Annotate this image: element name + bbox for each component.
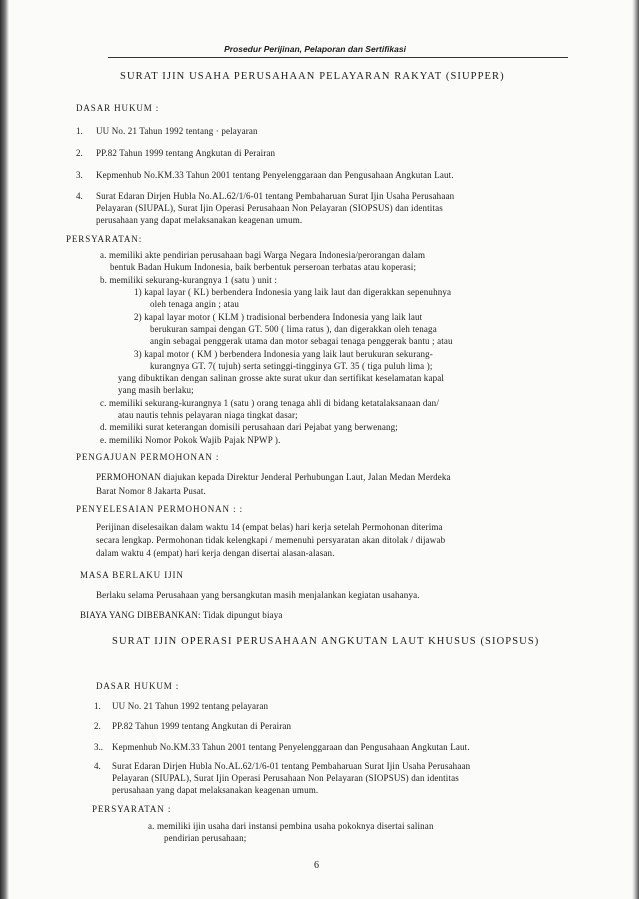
scan-edge-left xyxy=(0,0,9,899)
siupper-req-b3-line1: 3) kapal motor ( KM ) berbendera Indonesia yang laik laut berukuran sekurang- xyxy=(134,349,433,359)
siupper-masa-line1: Berlaku selama Perusahaan yang bersangkutan masih menjalankan kegiatan usahanya. xyxy=(96,590,420,600)
siupper-dh3: Kepmenhub No.KM.33 Tahun 2001 tentang Penyelenggaraan dan Pengusahaan Angkutan Laut. xyxy=(96,170,454,180)
siupper-biaya: BIAYA YANG DIBEBANKAN: Tidak dipungut biaya xyxy=(80,610,283,620)
siopsus-dh1-number: 1. xyxy=(94,701,101,711)
siupper-req-b1-line2: oleh tenaga angin ; atau xyxy=(150,299,240,309)
scan-edge-right xyxy=(632,0,639,899)
siupper-dh2-number: 2. xyxy=(76,148,83,158)
siupper-penyelesaian-line3: dalam waktu 4 (empat) hari kerja dengan disertai alasan-alasan. xyxy=(96,548,335,558)
siupper-dasar-hukum-heading: DASAR HUKUM : xyxy=(76,103,160,113)
siupper-dh4-line1: Surat Edaran Dirjen Hubla No.AL.62/1/6-01 tentang Pembaharuan Surat Ijin Usaha Perusahaan xyxy=(96,191,455,201)
siupper-dh1: UU No. 21 Tahun 1992 tentang · pelayaran xyxy=(96,126,258,136)
siopsus-dh4-number: 4. xyxy=(94,761,101,771)
siupper-req-d: d. memiliki surat keterangan domisili perusahaan dari Pejabat yang berwenang; xyxy=(100,422,398,432)
siopsus-dh2-number: 2. xyxy=(94,721,101,731)
siopsus-dh3-number: 3.. xyxy=(94,742,103,752)
siupper-req-c-line2: atau nautis tehnis pelayaran niaga tingkat dasar; xyxy=(118,410,298,420)
siupper-pengajuan-line2: Barat Nomor 8 Jakarta Pusat. xyxy=(96,486,206,496)
siupper-req-b: b. memiliki sekurang-kurangnya 1 (satu ) unit : xyxy=(100,275,278,285)
siopsus-dh4-line3: perusahaan yang dapat melaksanakan keagenan umum. xyxy=(112,785,319,795)
siupper-pengajuan-heading: PENGAJUAN PERMOHONAN : xyxy=(76,452,220,462)
siupper-req-b1-line1: 1) kapal layar ( KL) berbendera Indonesia yang laik laut dan digerakkan sepenuhnya xyxy=(134,287,452,297)
siupper-persyaratan-heading: PERSYARATAN: xyxy=(66,234,143,244)
siupper-pengajuan-line1: PERMOHONAN diajukan kepada Direktur Jenderal Perhubungan Laut, Jalan Medan Merdeka xyxy=(96,472,451,482)
siopsus-title: SURAT IJIN OPERASI PERUSAHAAN ANGKUTAN LAUT KHUSUS (SIOPSUS) xyxy=(112,636,540,647)
siupper-req-b-tail-line1: yang dibuktikan dengan salinan grosse akte surat ukur dan sertifikat keselamatan kapal xyxy=(118,373,445,383)
siupper-req-b-tail-line2: yang masih berlaku; xyxy=(118,385,194,395)
page-number: 6 xyxy=(314,860,319,871)
header-rule xyxy=(108,57,568,58)
siopsus-persyaratan-heading: PERSYARATAN : xyxy=(92,804,172,814)
siupper-masa-heading: MASA BERLAKU IJIN xyxy=(80,570,184,580)
siopsus-req-a-line1: a. memiliki ijin usaha dari instansi pembina usaha pokoknya disertai salinan xyxy=(148,821,434,831)
siopsus-dh3: Kepmenhub No.KM.33 Tahun 2001 tentang Penyelenggaraan dan Pengusahaan Angkutan Laut. xyxy=(112,742,470,752)
siupper-dh4-line3: perusahaan yang dapat melaksanakan keagenan umum. xyxy=(96,215,303,225)
siupper-dh4-line2: Pelayaran (SIUPAL), Surat Ijin Operasi Perusahaan Non Pelayaran (SIOPSUS) dan identitas xyxy=(96,203,443,213)
siupper-req-a-line1: a. memiliki akte pendirian perusahaan bagi Warga Negara Indonesia/perorangan dalam xyxy=(100,250,426,260)
siupper-req-c-line1: c. memiliki sekurang-kurangnya 1 (satu ) orang tenaga ahli di bidang ketatalaksanaan dan/ xyxy=(100,398,439,408)
siupper-req-b2-line2: berukuran sampai dengan GT. 500 ( lima ratus ), dan digerakkan oleh tenaga xyxy=(150,324,437,334)
siupper-dh4-number: 4. xyxy=(76,191,83,201)
siopsus-dh4-line1: Surat Edaran Dirjen Hubla No.AL.62/1/6-01 tentang Pembaharuan Surat Ijin Usaha Perusahaan xyxy=(112,761,471,771)
siupper-req-e: e. memiliki Nomor Pokok Wajib Pajak NPWP ). xyxy=(100,435,281,445)
siupper-req-a-line2: bentuk Badan Hukum Indonesia, baik berbentuk perseroan terbatas atau koperasi; xyxy=(110,262,417,272)
siupper-title: SURAT IJIN USAHA PERUSAHAAN PELAYARAN RAKYAT (SIUPPER) xyxy=(120,71,505,82)
siupper-penyelesaian-line2: secara lengkap. Permohonan tidak kelengkapi / memenuhi persyaratan akan ditolak / dijawab xyxy=(96,535,446,545)
siupper-req-b3-line2: kurangnya GT. 7( tujuh) serta setinggi-tingginya GT. 35 ( tiga puluh lima ); xyxy=(150,361,433,371)
siopsus-dasar-hukum-heading: DASAR HUKUM : xyxy=(96,681,180,691)
siopsus-dh4-line2: Pelayaran (SIUPAL), Surat Ijin Operasi Perusahaan Non Pelayaran (SIOPSUS) dan identitas xyxy=(112,773,459,783)
siupper-dh2: PP.82 Tahun 1999 tentang Angkutan di Perairan xyxy=(96,148,276,158)
running-header: Prosedur Perijinan, Pelaporan dan Sertifikasi xyxy=(224,44,406,54)
siopsus-req-a-line2: pendirian perusahaan; xyxy=(164,833,247,843)
siupper-dh1-number: 1. xyxy=(76,126,83,136)
siupper-req-b2-line3: angin sebagai penggerak utama dan motor sebagai tenaga penggerak bantu ; atau xyxy=(150,336,453,346)
siupper-req-b2-line1: 2) kapal layar motor ( KLM ) tradisional berbendera Indonesia yang laik laut xyxy=(134,312,423,322)
siupper-penyelesaian-line1: Perijinan diselesaikan dalam waktu 14 (empat belas) hari kerja setelah Permohonan diterima xyxy=(96,522,443,532)
siopsus-dh1: UU No. 21 Tahun 1992 tentang pelayaran xyxy=(112,701,269,711)
siupper-dh3-number: 3. xyxy=(76,170,83,180)
siopsus-dh2: PP.82 Tahun 1999 tentang Angkutan di Perairan xyxy=(112,721,292,731)
siupper-penyelesaian-heading: PENYELESAIAN PERMOHONAN : : xyxy=(76,504,244,514)
